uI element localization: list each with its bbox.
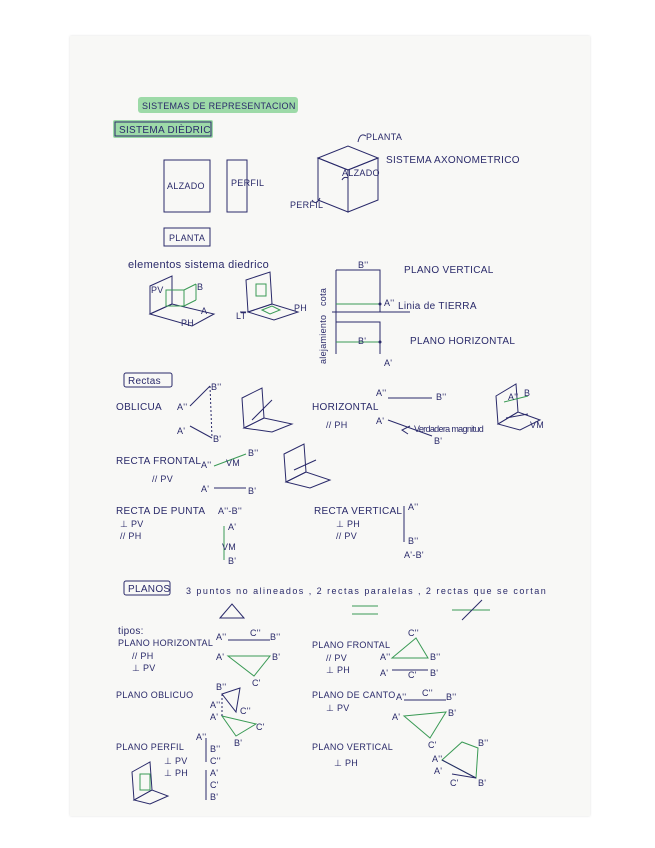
vertical-b2: B'' xyxy=(408,536,419,546)
po-c2: C'' xyxy=(240,706,251,716)
oblicua-b2: B'' xyxy=(211,382,222,392)
pp-c1: C' xyxy=(210,780,219,790)
horizontal-a2: A'' xyxy=(376,388,387,398)
b1-label: B' xyxy=(358,336,367,346)
plano-horizontal-label: PLANO HORIZONTAL xyxy=(410,336,516,347)
ph-label-2: PH xyxy=(294,303,308,313)
horizontal-b1: B' xyxy=(434,436,443,446)
pp-a2: A'' xyxy=(196,732,207,742)
horizontal-3d-a: A'' xyxy=(508,392,519,402)
plano-oblicuo-projection xyxy=(222,688,256,736)
plano-frontal-label: PLANO FRONTAL xyxy=(312,640,391,650)
axo-planta-label: PLANTA xyxy=(366,132,403,142)
de-punta-a1: A' xyxy=(228,522,237,532)
ph-b1: B' xyxy=(272,652,281,662)
horizontal-b2: B'' xyxy=(436,392,447,402)
vertical-a2: A'' xyxy=(408,502,419,512)
plano-oblicuo-label: PLANO OBLICUO xyxy=(116,690,194,700)
pp-a1: A' xyxy=(210,768,219,778)
pf-c1: C' xyxy=(408,670,417,680)
po-a2: A'' xyxy=(210,700,221,710)
de-punta-label: RECTA DE PUNTA xyxy=(116,506,206,517)
ph-b2: B'' xyxy=(270,632,281,642)
elementos-title: elementos sistema diedrico xyxy=(128,259,270,271)
po-b2: B'' xyxy=(216,682,227,692)
dihedral-planes-3d-alt xyxy=(240,272,298,320)
pv-b2: B'' xyxy=(478,738,489,748)
vertical-rule1: ⊥ PH xyxy=(336,519,361,529)
axo-perfil-label: PERFIL xyxy=(290,200,324,210)
pf-a1: A' xyxy=(380,668,389,678)
planta-label: PLANTA xyxy=(169,233,206,243)
plano-perfil-rule2: ⊥ PH xyxy=(164,768,189,778)
plano-de-canto-rule1: ⊥ PV xyxy=(326,703,350,713)
cota-label: cota xyxy=(318,287,328,306)
de-punta-proj: A''-B'' xyxy=(218,506,242,516)
pf-b1: B' xyxy=(430,668,439,678)
pc-b2: B'' xyxy=(446,692,457,702)
de-punta-b1: B' xyxy=(228,556,237,566)
ph-c2: C'' xyxy=(250,628,261,638)
dihedral-projection-diagram xyxy=(332,270,410,354)
frontal-b2: B'' xyxy=(248,448,259,458)
horizontal-a1: A' xyxy=(376,416,385,426)
vertical-label: RECTA VERTICAL xyxy=(314,506,403,517)
plano-perfil-3d xyxy=(132,762,168,804)
plano-vertical-rule1: ⊥ PH xyxy=(334,758,359,768)
planos-definition: 3 puntos no alineados , 2 rectas paralelas , 2 rectas que se cortan xyxy=(186,586,546,596)
pv-a2: A'' xyxy=(432,754,443,764)
horizontal-label: HORIZONTAL xyxy=(312,402,379,413)
plano-perfil-label: PLANO PERFIL xyxy=(116,742,185,752)
axo-alzado-label: ALZADO xyxy=(342,168,380,178)
de-punta-vm: VM xyxy=(222,542,237,552)
b2-label: B'' xyxy=(358,260,369,270)
pp-c2: C'' xyxy=(210,756,221,766)
plano-horizontal-label: PLANO HORIZONTAL xyxy=(118,638,214,648)
rectas-title: Rectas xyxy=(128,376,161,387)
alzado-label: ALZADO xyxy=(167,181,205,191)
plano-vertical-label: PLANO VERTICAL xyxy=(312,742,394,752)
frontal-a1: A' xyxy=(201,484,210,494)
frontal-label: RECTA FRONTAL xyxy=(116,456,202,467)
pf-b2: B'' xyxy=(430,652,441,662)
a1-label: A' xyxy=(384,358,393,368)
pc-c1: C' xyxy=(428,740,437,750)
vertical-rule2: // PV xyxy=(336,531,358,541)
pv-c1: C' xyxy=(450,778,459,788)
three-points-icon xyxy=(220,604,244,618)
plano-vertical-label: PLANO VERTICAL xyxy=(404,265,494,276)
alejamiento-label: alejamiento xyxy=(318,314,328,364)
a-label: A xyxy=(201,306,208,316)
oblicua-3d xyxy=(242,388,292,432)
plano-frontal-rule2: ⊥ PH xyxy=(326,665,351,675)
page-title: SISTEMAS DE REPRESENTACION xyxy=(142,101,296,111)
pp-b1: B' xyxy=(210,792,219,802)
tipos-label: tipos: xyxy=(118,626,144,637)
de-punta-rule2: // PH xyxy=(120,531,142,541)
plano-horizontal-rule2: ⊥ PV xyxy=(132,663,156,673)
pv-b1: B' xyxy=(478,778,487,788)
horizontal-3d-b: B xyxy=(524,388,531,398)
horizontal-rule: // PH xyxy=(326,420,348,430)
ph-label: PH xyxy=(181,318,195,328)
plano-horizontal-rule1: // PH xyxy=(132,651,154,661)
pf-a2: A'' xyxy=(380,652,391,662)
oblicua-b1: B' xyxy=(213,434,222,444)
frontal-3d xyxy=(284,444,330,488)
oblicua-projection xyxy=(190,386,212,438)
po-b1: B' xyxy=(234,738,243,748)
frontal-rule: // PV xyxy=(152,474,174,484)
pc-a2: A'' xyxy=(396,692,407,702)
a2-label: A'' xyxy=(384,298,395,308)
pc-a1: A' xyxy=(392,712,401,722)
pc-c2: C'' xyxy=(422,688,433,698)
horizontal-3d-vm: VM xyxy=(530,420,545,430)
plano-de-canto-label: PLANO DE CANTO xyxy=(312,690,396,700)
pc-b1: B' xyxy=(448,708,457,718)
horizontal-vm-label: Verdadera magnitud xyxy=(414,424,484,434)
ph-c1: C' xyxy=(252,678,261,688)
pv-label: PV xyxy=(151,285,164,295)
pf-c2: C'' xyxy=(408,628,419,638)
plano-horizontal-projection xyxy=(228,640,270,676)
frontal-b1: B' xyxy=(248,486,257,496)
oblicua-a2: A'' xyxy=(177,402,188,412)
plano-frontal-rule1: // PV xyxy=(326,653,348,663)
plano-de-canto-projection xyxy=(404,700,446,738)
vertical-proj: A'-B' xyxy=(404,550,424,560)
linia-tierra-label: Linia de TIERRA xyxy=(398,301,477,312)
plano-perfil-rule1: ⊥ PV xyxy=(164,756,188,766)
perfil-label: PERFIL xyxy=(231,178,265,188)
plano-frontal-projection xyxy=(392,638,428,670)
diedric-title: SISTEMA DIÈDRIC xyxy=(119,125,211,136)
ph-a2: A'' xyxy=(216,632,227,642)
pp-b2: B'' xyxy=(210,744,221,754)
b-label: B xyxy=(197,282,204,292)
lt-label: LT xyxy=(236,311,247,321)
axo-title: SISTEMA AXONOMETRICO xyxy=(386,155,520,166)
po-a1: A' xyxy=(210,712,219,722)
oblicua-a1: A' xyxy=(177,426,186,436)
oblicua-label: OBLICUA xyxy=(116,402,163,413)
ph-a1: A' xyxy=(216,652,225,662)
pv-a1: A' xyxy=(434,766,443,776)
de-punta-rule1: ⊥ PV xyxy=(120,519,144,529)
po-c1: C' xyxy=(256,722,265,732)
planos-title: PLANOS xyxy=(128,584,171,595)
plano-vertical-projection xyxy=(442,742,478,778)
frontal-vm: VM xyxy=(226,458,241,468)
frontal-a2: A'' xyxy=(201,460,212,470)
